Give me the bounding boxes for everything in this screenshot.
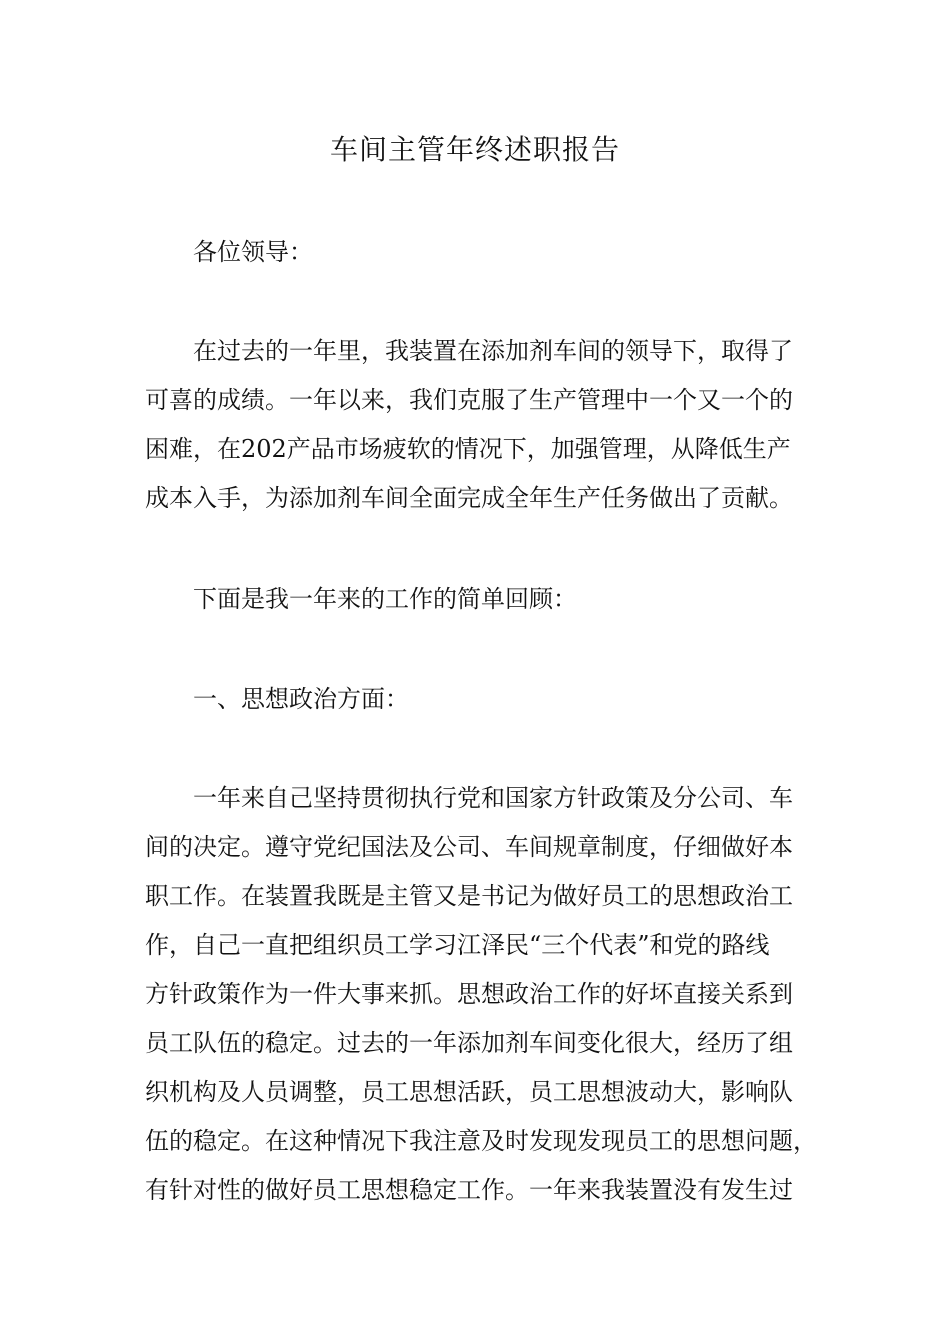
section-1-line: 有针对性的做好员工思想稳定工作。一年来我装置没有发生过 — [145, 1176, 793, 1204]
section-heading-1: 一、思想政治方面： — [193, 685, 409, 713]
section-1-line: 织机构及人员调整，员工思想活跃，员工思想波动大，影响队 — [145, 1078, 793, 1106]
document-title: 车间主管年终述职报告 — [329, 133, 620, 166]
section-1-line: 一年来自己坚持贯彻执行党和国家方针政策及分公司、车 — [193, 784, 793, 812]
section-1-line: 伍的稳定。在这种情况下我注意及时发现发现员工的思想问题， — [145, 1127, 817, 1155]
section-1-line: 间的决定。遵守党纪国法及公司、车间规章制度，仔细做好本 — [145, 833, 793, 861]
intro-line: 在过去的一年里，我装置在添加剂车间的领导下，取得了 — [193, 337, 793, 365]
salutation: 各位领导： — [193, 238, 313, 266]
section-1-line: 职工作。在装置我既是主管又是书记为做好员工的思想政治工 — [145, 882, 793, 910]
intro-line: 成本入手，为添加剂车间全面完成全年生产任务做出了贡献。 — [145, 484, 793, 512]
section-1-line: 员工队伍的稳定。过去的一年添加剂车间变化很大，经历了组 — [145, 1029, 793, 1057]
section-1-paragraph — [145, 774, 817, 1215]
intro-paragraph — [145, 327, 810, 523]
section-1-line: 方针政策作为一件大事来抓。思想政治工作的好坏直接关系到 — [145, 980, 793, 1008]
intro-line: 可喜的成绩。一年以来，我们克服了生产管理中一个又一个的 — [145, 386, 793, 414]
intro-line: 困难，在202产品市场疲软的情况下，加强管理，从降低生产 — [145, 435, 791, 463]
section-1-line: 作，自己一直把组织员工学习江泽民“三个代表”和党的路线 — [145, 931, 770, 959]
review-heading: 下面是我一年来的工作的简单回顾： — [193, 585, 577, 613]
